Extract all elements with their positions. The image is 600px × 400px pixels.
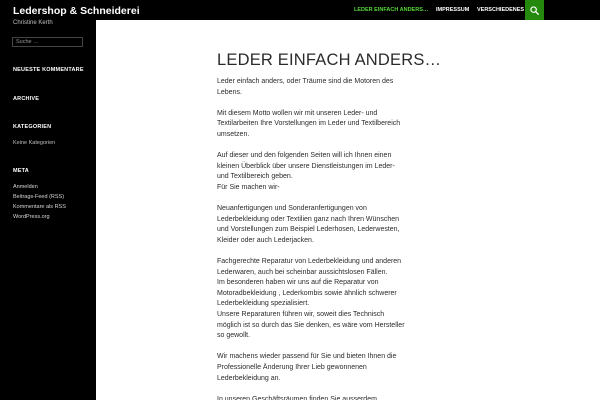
content-paragraph: Mit diesem Motto wollen wir mit unseren Leder- und Textilarbeiten Ihre Vorstellungen im Leder und Textilbereich umsetzen.	[217, 109, 401, 138]
search-input[interactable]	[12, 37, 83, 47]
content-paragraph: Neuanfertigungen und Sonderanfertigungen von Lederbekleidung oder Textilien ganz nach Ihren Wünschen und Vorstellungen zum Beispiel Lederhosen, Lederwesten, Kleider oder auch Lederjacken.	[217, 205, 400, 244]
nav-item-leder-einfach-anders[interactable]: LEDER EINFACH ANDERS…	[354, 7, 429, 13]
sidebar	[0, 0, 96, 400]
content-paragraph: Fachgerechte Reparatur von Lederbekleidung und anderen Lederwaren, auch bei scheinbar aussichtslosen Fällen. Im besonderen haben wir uns auf die Reparatur von Motoradbekleidung , Lederkombis sowie ähnlich schwerer Lederbekleidung spezialisiert. Unsere Reparaturen führen wir, soweit dies Technisch möglich ist so durch das Sie denken, es wäre vom Hersteller so gewollt.	[217, 258, 405, 340]
page-title: LEDER EINFACH ANDERS…	[217, 51, 442, 69]
widget-title-archive: ARCHIVE	[13, 96, 40, 102]
site-description: Christine Kerth	[13, 20, 53, 26]
meta-link-wordpress[interactable]: WordPress.org	[13, 214, 50, 220]
content-paragraph: In unseren Geschäftsräumen finden Sie ausserdem	[217, 395, 377, 400]
widget-title-recent-comments: NEUESTE KOMMENTARE	[13, 67, 84, 73]
meta-link-login[interactable]: Anmelden	[13, 184, 38, 190]
site-title[interactable]: Ledershop & Schneiderei	[13, 5, 140, 17]
content-paragraph: Auf dieser und den folgenden Seiten will ich Ihnen einen kleinen Überblick über unsere Dienstleistungen im Leder- und Textilbereich geben. Für Sie machen wir-	[217, 152, 395, 191]
widget-title-categories: KATEGORIEN	[13, 124, 52, 130]
meta-link-entries-rss[interactable]: Beitrags-Feed (RSS)	[13, 194, 65, 200]
main-content	[217, 50, 442, 400]
nav-item-verschiedenes[interactable]: VERSCHIEDENES	[477, 7, 525, 13]
content-paragraph: Leder einfach anders, oder Träume sind die Motoren des Lebens.	[217, 78, 394, 96]
content-paragraph: Wir machens wieder passend für Sie und bieten Ihnen die Professionelle Änderung Ihrer Lieb gewonnenen Lederbekleidung an.	[217, 353, 397, 382]
categories-empty-text: Keine Kategorien	[13, 140, 56, 146]
search-toggle-button[interactable]	[525, 0, 544, 20]
nav-item-impressum[interactable]: IMPRESSUM	[436, 7, 470, 13]
meta-link-comments-rss[interactable]: Kommentare als RSS	[13, 204, 66, 210]
search-icon	[530, 6, 539, 15]
widget-title-meta: META	[13, 168, 29, 174]
